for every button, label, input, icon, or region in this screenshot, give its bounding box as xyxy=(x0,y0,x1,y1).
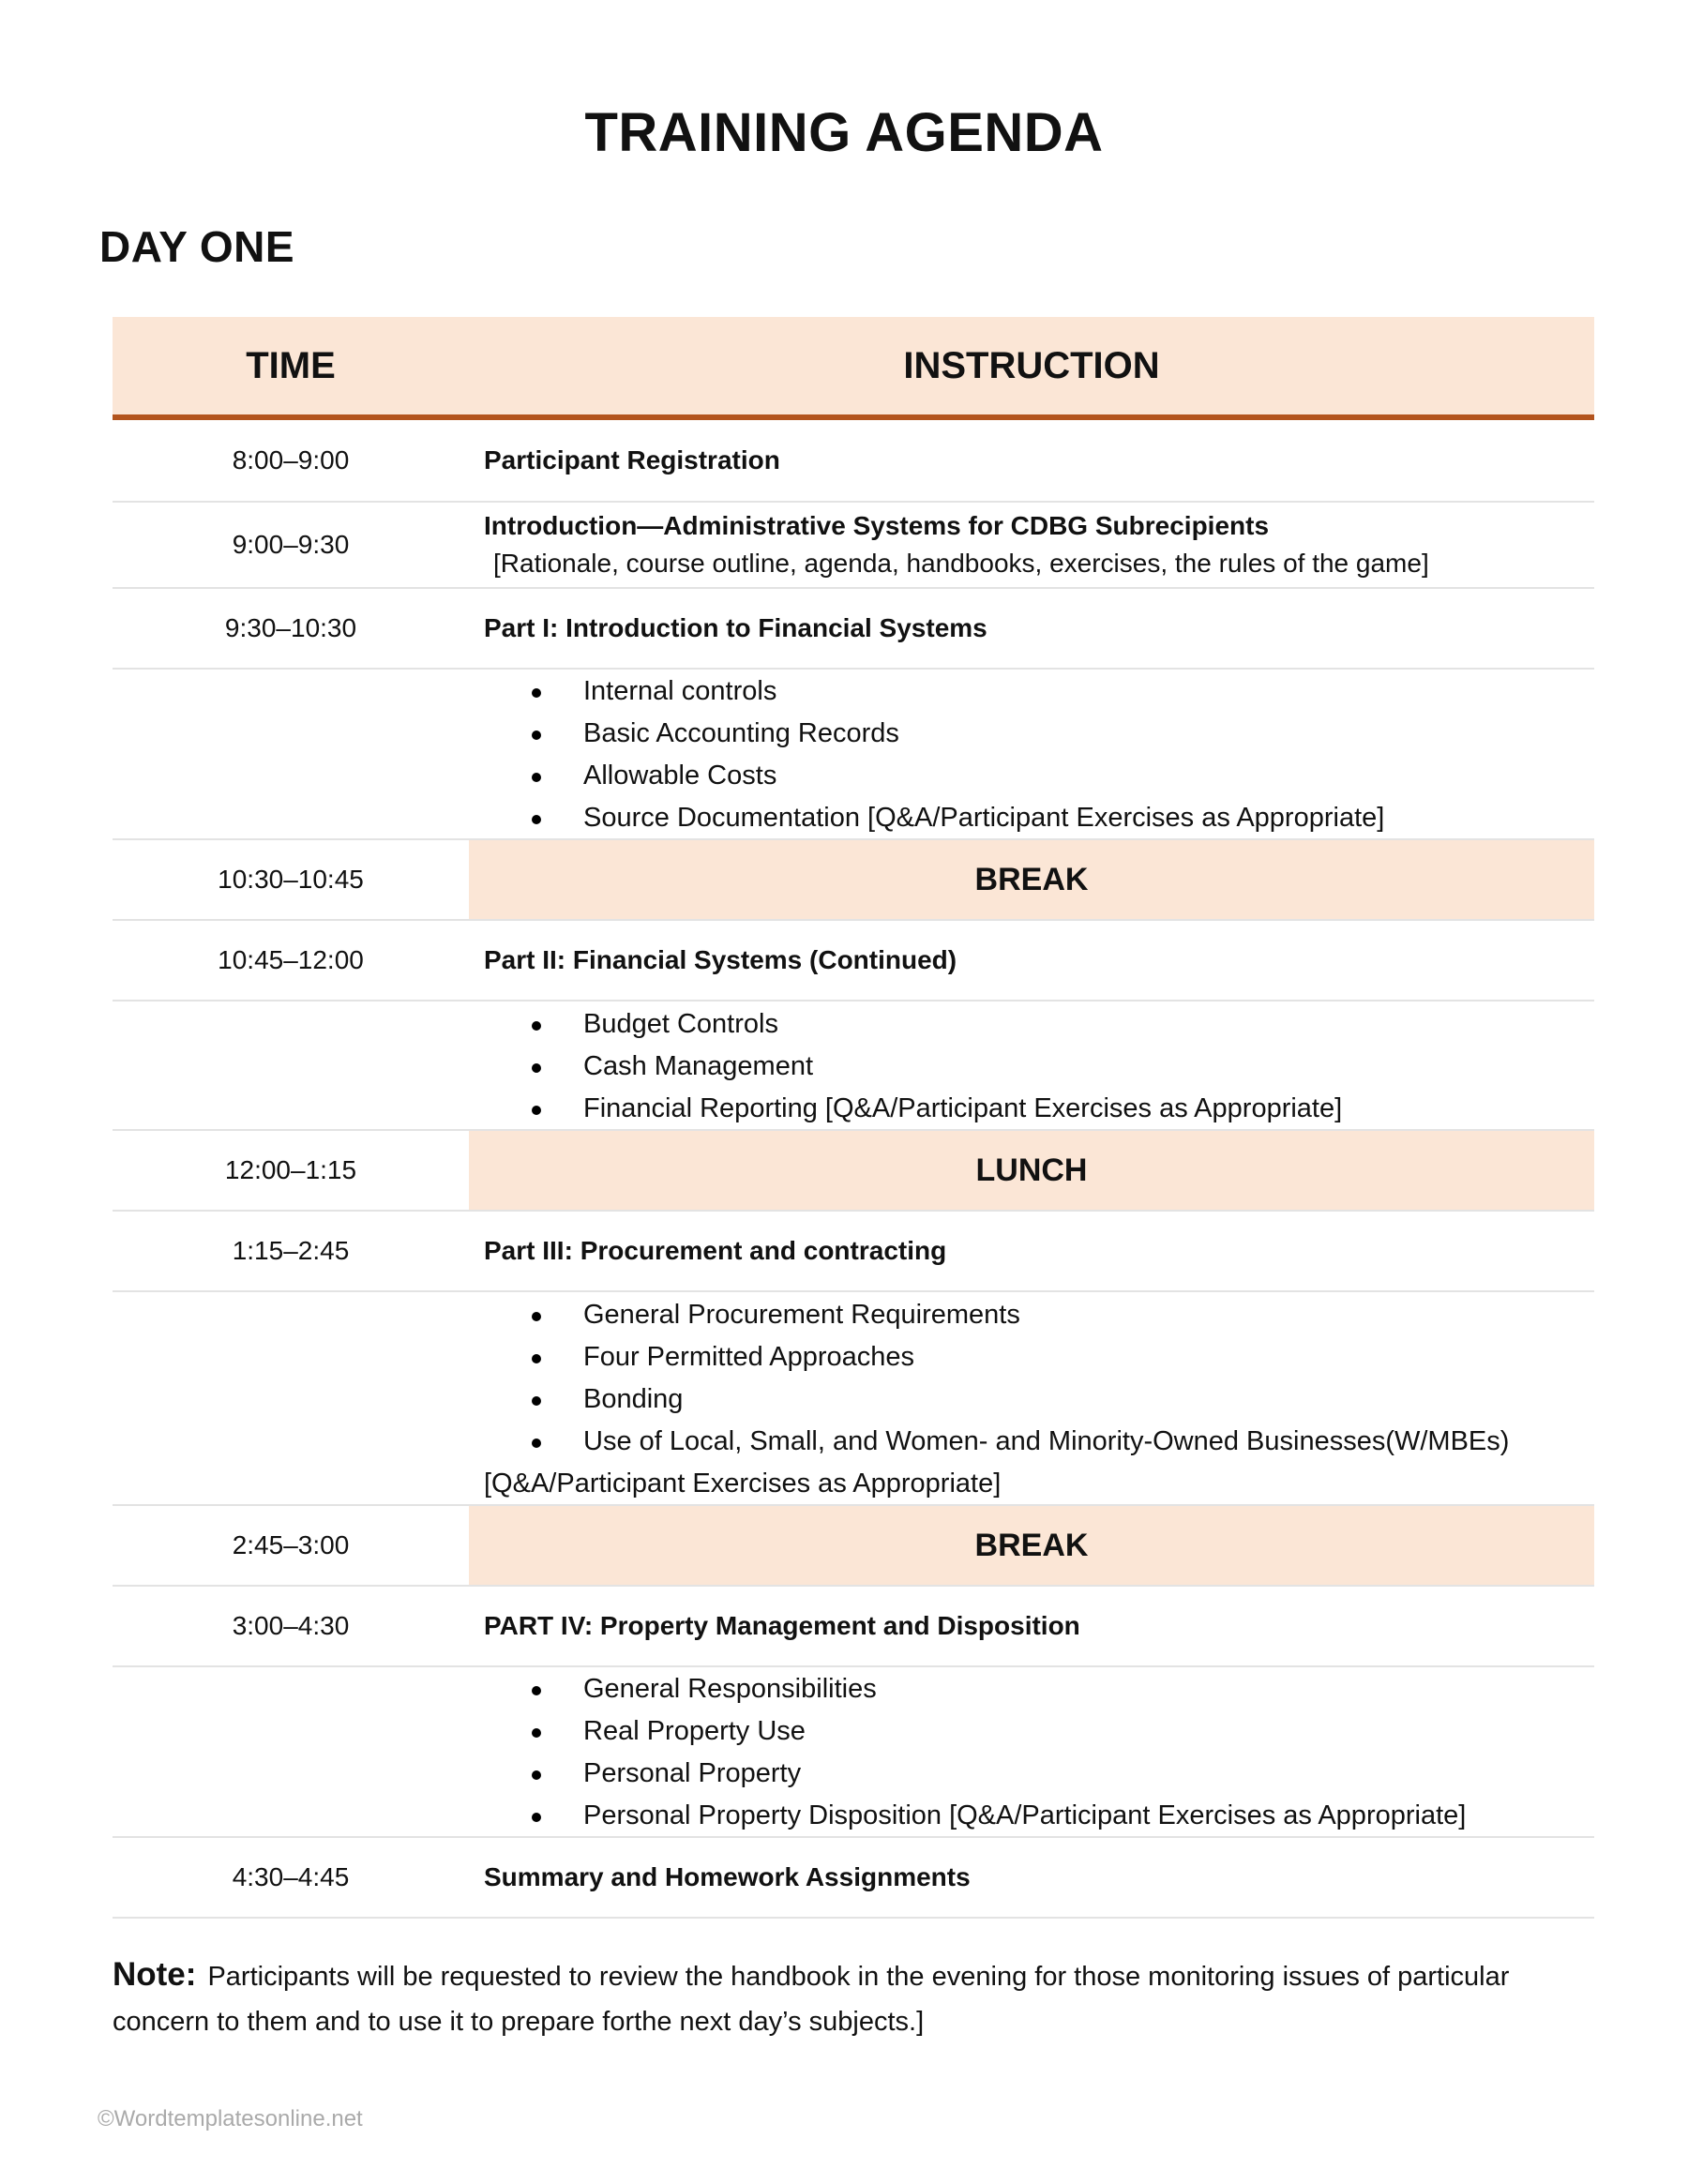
time-cell: 8:00–9:00 xyxy=(232,445,350,474)
document-title: TRAINING AGENDA xyxy=(584,102,1104,163)
time-cell: 10:30–10:45 xyxy=(218,865,364,894)
list-item: Four Permitted Approaches xyxy=(484,1336,1594,1378)
topics-cell xyxy=(469,670,1594,838)
topic-list xyxy=(484,1668,1594,1837)
header-time: TIME xyxy=(246,344,336,386)
topics-cell xyxy=(469,1292,1594,1504)
time-cell: 1:15–2:45 xyxy=(232,1236,350,1265)
list-item: Real Property Use xyxy=(484,1710,1594,1753)
time-cell: 4:30–4:45 xyxy=(232,1862,350,1891)
list-item: Personal Property xyxy=(484,1753,1594,1795)
table-header xyxy=(113,317,1594,420)
bullet-icon xyxy=(532,815,541,824)
watermark-footer: ©Wordtemplatesonline.net xyxy=(98,2106,363,2131)
session-title: Introduction—Administrative Systems for CDBG Subrecipients xyxy=(484,511,1270,540)
instruction-cell: Participant Registration xyxy=(484,445,780,474)
bullet-icon xyxy=(532,1813,541,1822)
bullet-icon xyxy=(532,1021,541,1031)
list-item: Budget Controls xyxy=(484,1003,1594,1046)
table-row xyxy=(113,503,1594,589)
break-cell: BREAK xyxy=(469,1506,1594,1585)
bullet-icon xyxy=(532,1686,541,1695)
bullet-icon xyxy=(532,1770,541,1780)
topic-list xyxy=(484,1003,1594,1130)
instruction-cell: Part I: Introduction to Financial Systems xyxy=(484,613,987,642)
bullet-icon xyxy=(532,731,541,740)
list-item: Internal controls xyxy=(484,670,1594,713)
bullet-icon xyxy=(532,1312,541,1321)
list-item: Cash Management xyxy=(484,1046,1594,1088)
time-cell: 10:45–12:00 xyxy=(218,945,364,974)
note-label: Note: xyxy=(113,1956,197,1993)
table-row xyxy=(113,1002,1594,1131)
table-row xyxy=(113,1587,1594,1667)
table-row xyxy=(113,589,1594,670)
table-row xyxy=(113,1667,1594,1838)
bullet-icon xyxy=(532,1396,541,1406)
bullet-icon xyxy=(532,1106,541,1115)
time-cell xyxy=(113,670,469,838)
table-row xyxy=(113,921,1594,1002)
bullet-icon xyxy=(532,1354,541,1363)
list-item: Source Documentation [Q&A/Participant Exercises as Appropriate] xyxy=(484,797,1594,839)
list-item: General Procurement Requirements xyxy=(484,1294,1594,1336)
session-description: [Rationale, course outline, agenda, handbooks, exercises, the rules of the game] xyxy=(493,549,1429,578)
topic-list xyxy=(484,1294,1594,1463)
time-cell xyxy=(113,1002,469,1129)
time-cell xyxy=(113,1667,469,1836)
table-row xyxy=(113,1131,1594,1212)
topic-list xyxy=(484,670,1594,839)
table-row xyxy=(113,840,1594,921)
topics-cell xyxy=(469,1002,1594,1129)
bullet-icon xyxy=(532,1438,541,1448)
time-cell: 3:00–4:30 xyxy=(232,1611,350,1640)
lunch-cell: LUNCH xyxy=(469,1131,1594,1210)
topics-cell xyxy=(469,1667,1594,1836)
list-item: Personal Property Disposition [Q&A/Participant Exercises as Appropriate] xyxy=(484,1795,1594,1837)
time-cell: 9:00–9:30 xyxy=(232,530,350,559)
table-row xyxy=(113,1838,1594,1919)
time-cell: 9:30–10:30 xyxy=(224,613,357,642)
list-item: Financial Reporting [Q&A/Participant Exercises as Appropriate] xyxy=(484,1088,1594,1130)
table-row xyxy=(113,1212,1594,1292)
note-paragraph xyxy=(113,1952,1575,2044)
list-item: Use of Local, Small, and Women- and Minority-Owned Businesses(W/MBEs) xyxy=(484,1421,1594,1463)
break-cell: BREAK xyxy=(469,840,1594,919)
table-row xyxy=(113,1506,1594,1587)
bullet-icon xyxy=(532,773,541,782)
agenda-table xyxy=(113,317,1594,1919)
table-row xyxy=(113,420,1594,503)
bullet-icon xyxy=(532,688,541,698)
note-text: Participants will be requested to review the handbook in the evening for those monitoring issues of particular concern to them and to use it to prepare forthe next day’s subjects.] xyxy=(113,1962,1510,2037)
header-instruction: INSTRUCTION xyxy=(903,344,1160,386)
time-cell: 12:00–1:15 xyxy=(224,1155,357,1184)
instruction-cell: PART IV: Property Management and Disposition xyxy=(484,1611,1080,1640)
instruction-cell: Part III: Procurement and contracting xyxy=(484,1236,947,1265)
instruction-cell: Summary and Homework Assignments xyxy=(484,1862,971,1891)
bullet-icon xyxy=(532,1728,541,1738)
instruction-cell xyxy=(469,503,1594,587)
time-cell xyxy=(113,1292,469,1504)
bullet-icon xyxy=(532,1063,541,1073)
list-item: Bonding xyxy=(484,1378,1594,1421)
table-row xyxy=(113,1292,1594,1506)
time-cell: 2:45–3:00 xyxy=(232,1530,350,1559)
day-heading: DAY ONE xyxy=(99,222,295,271)
instruction-cell: Part II: Financial Systems (Continued) xyxy=(484,945,957,974)
list-item: Basic Accounting Records xyxy=(484,713,1594,755)
table-row xyxy=(113,670,1594,840)
list-item: General Responsibilities xyxy=(484,1668,1594,1710)
list-item: Allowable Costs xyxy=(484,755,1594,797)
exercise-note: [Q&A/Participant Exercises as Appropriate] xyxy=(484,1468,1002,1499)
